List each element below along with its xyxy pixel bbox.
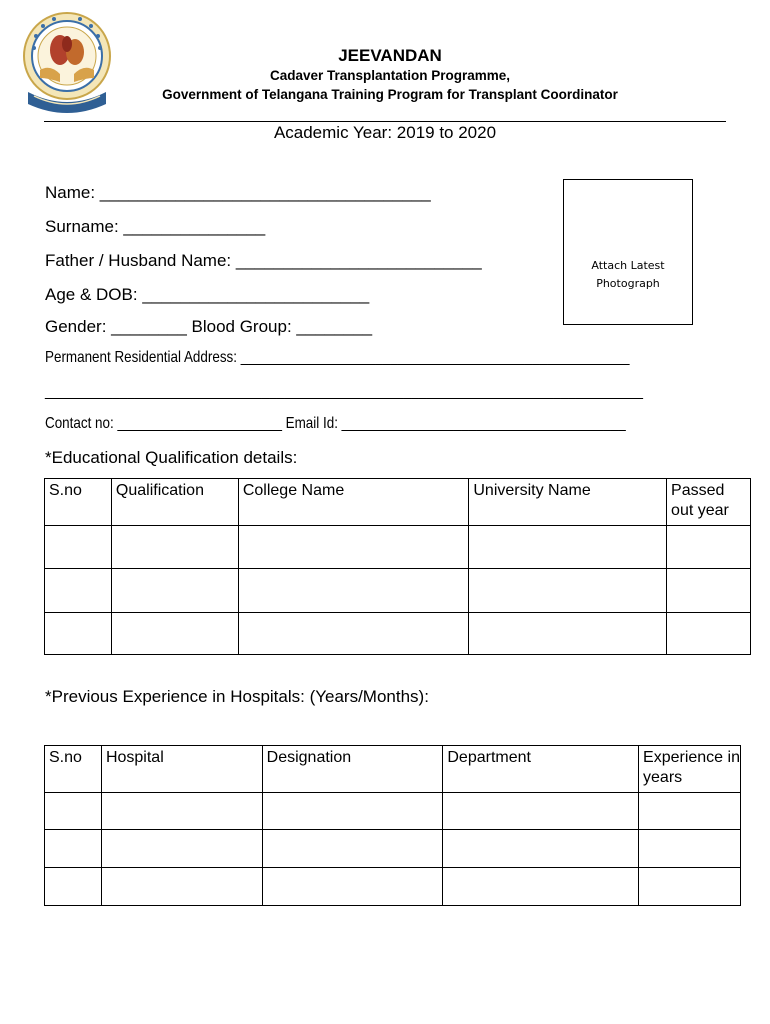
table-cell[interactable]: [238, 613, 469, 655]
table-cell[interactable]: [639, 830, 741, 868]
table-cell[interactable]: [45, 868, 102, 906]
jeevandan-seal-emblem-icon: [20, 8, 114, 122]
table-cell[interactable]: [238, 526, 469, 569]
column-header: Passed out year: [667, 479, 751, 526]
gender-blood-group-field[interactable]: Gender: ________ Blood Group: ________: [45, 317, 373, 336]
table-cell[interactable]: [238, 569, 469, 613]
table-header-row: [45, 479, 751, 526]
table-cell[interactable]: [639, 868, 741, 906]
table-row: [45, 868, 741, 906]
column-header: S.no: [45, 479, 112, 526]
table-cell[interactable]: [45, 526, 112, 569]
table-cell[interactable]: [667, 569, 751, 613]
table-cell[interactable]: [667, 613, 751, 655]
table-cell[interactable]: [443, 793, 639, 830]
table-cell[interactable]: [45, 830, 102, 868]
table-cell[interactable]: [101, 830, 262, 868]
column-header: University Name: [469, 479, 667, 526]
table-row: [45, 793, 741, 830]
experience-table: [44, 745, 741, 906]
table-cell[interactable]: [45, 793, 102, 830]
table-cell[interactable]: [111, 526, 238, 569]
header-title: JEEVANDAN: [338, 46, 442, 65]
column-header: Designation: [262, 746, 443, 793]
permanent-address-field[interactable]: Permanent Residential Address: ____________________________________________________: [45, 349, 630, 366]
table-cell[interactable]: [667, 526, 751, 569]
header-divider: [44, 121, 726, 122]
table-row: [45, 526, 751, 569]
column-header: College Name: [238, 479, 469, 526]
header-subtitle-2: Government of Telangana Training Program for Transplant Coordinator: [162, 87, 618, 102]
table-cell[interactable]: [639, 793, 741, 830]
name-field[interactable]: Name: ___________________________________: [45, 183, 431, 202]
column-header: Experience in years: [639, 746, 741, 793]
table-cell[interactable]: [443, 868, 639, 906]
column-header: Qualification: [111, 479, 238, 526]
table-row: [45, 830, 741, 868]
table-cell[interactable]: [469, 526, 667, 569]
age-dob-field[interactable]: Age & DOB: ________________________: [45, 285, 370, 304]
table-cell[interactable]: [45, 569, 112, 613]
education-table: [44, 478, 751, 655]
table-cell[interactable]: [45, 613, 112, 655]
photo-label-line-2: Photograph: [596, 277, 660, 290]
table-cell[interactable]: [262, 830, 443, 868]
table-cell[interactable]: [262, 868, 443, 906]
header-subtitle-1: Cadaver Transplantation Programme,: [269, 68, 511, 83]
column-header: Department: [443, 746, 639, 793]
education-heading: *Educational Qualification details:: [45, 448, 298, 467]
table-cell[interactable]: [101, 868, 262, 906]
table-cell[interactable]: [443, 830, 639, 868]
permanent-address-line-2[interactable]: ________________________________________________________________________________: [45, 383, 643, 400]
academic-year: Academic Year: 2019 to 2020: [273, 123, 497, 142]
photo-box[interactable]: [563, 179, 693, 325]
table-cell[interactable]: [111, 569, 238, 613]
contact-email-field[interactable]: Contact no: ______________________ Email Id: ______________________________________: [45, 415, 626, 432]
table-cell[interactable]: [469, 613, 667, 655]
experience-heading: *Previous Experience in Hospitals: (Years/Months):: [45, 687, 429, 706]
table-header-row: [45, 746, 741, 793]
table-row: [45, 613, 751, 655]
table-row: [45, 569, 751, 613]
column-header: Hospital: [101, 746, 262, 793]
column-header: S.no: [45, 746, 102, 793]
surname-field[interactable]: Surname: _______________: [45, 217, 266, 236]
table-cell[interactable]: [111, 613, 238, 655]
table-cell[interactable]: [262, 793, 443, 830]
father-husband-name-field[interactable]: Father / Husband Name: __________________________: [45, 251, 482, 270]
table-cell[interactable]: [101, 793, 262, 830]
photo-label-line-1: Attach Latest: [591, 259, 665, 272]
table-cell[interactable]: [469, 569, 667, 613]
